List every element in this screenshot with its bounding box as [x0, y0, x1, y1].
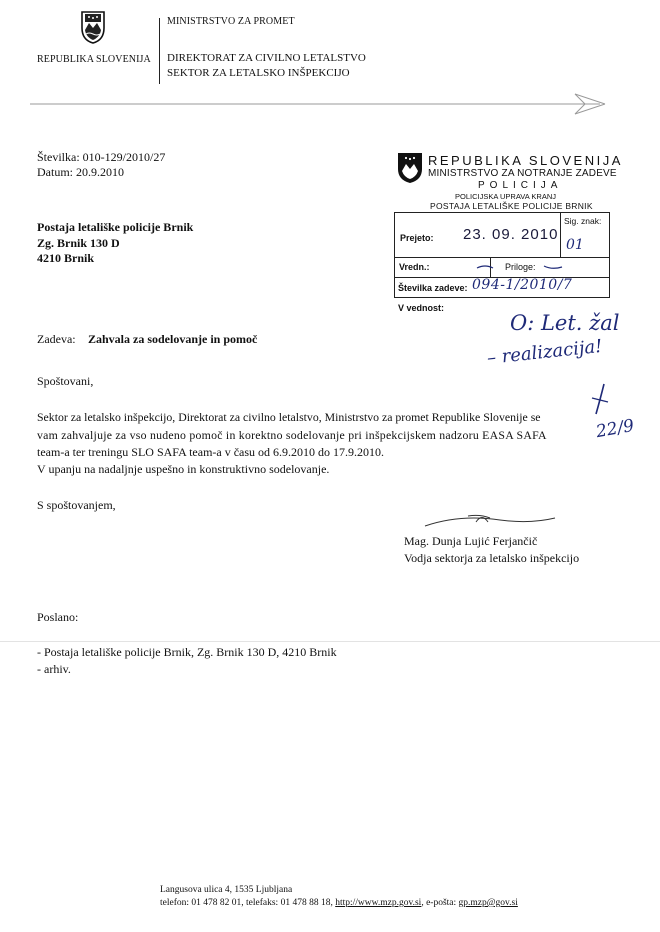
received-label: Prejeto: [400, 233, 434, 243]
sent-label: Poslano: [37, 610, 79, 624]
case-value: 094-1/2010/7 [472, 277, 573, 293]
sig-label: Sig. znak: [564, 216, 602, 226]
stamp-station: POSTAJA LETALIŠKE POLICIJE BRNIK [430, 201, 593, 211]
case-label: Številka zadeve: [398, 283, 468, 293]
coat-of-arms [80, 10, 106, 44]
received-date: 23. 09. 2010 [463, 226, 559, 243]
greeting: Spoštovani, [37, 374, 94, 388]
value-label: Vredn.: [399, 262, 430, 272]
signature-role: Vodja sektorja za letalsko inšpekcijo [404, 551, 580, 565]
validity-label: V vednost: [398, 303, 445, 313]
signature-name: Mag. Dunja Lujić Ferjančič [404, 534, 538, 548]
body-line-2: vam zahvaljuje za vso nudeno pomoč in korektno sodelovanje pri inšpekcijskem nadzoru EASA SAFA [37, 428, 547, 442]
sent-item: - arhiv. [37, 662, 71, 676]
handwritten-note-3: 22/9 [594, 415, 636, 443]
footer-contact [160, 898, 518, 908]
header-directorate: DIREKTORAT ZA CIVILNO LETALSTVO [167, 52, 366, 64]
handwritten-note-1: O: Let. žal [510, 311, 620, 335]
footer-email-link[interactable]: gp.mzp@gov.si [458, 898, 518, 908]
body-line-3: team-a ter treningu SLO SAFA team-a v času od 6.9.2010 do 17.9.2010. [37, 445, 385, 459]
sig-value: 01 [566, 237, 584, 253]
header-divider [159, 18, 160, 84]
reference-date: Datum: 20.9.2010 [37, 165, 124, 179]
header-sector: SEKTOR ZA LETALSKO INŠPEKCIJO [167, 67, 350, 79]
recipient-street: Zg. Brnik 130 D [37, 236, 120, 250]
fold-line [0, 641, 660, 642]
coat-of-arms-icon [80, 10, 106, 44]
body-line-1: Sektor za letalsko inšpekcijo, Direktorat za civilno letalstvo, Ministrstvo za promet Republike Slovenije se [37, 410, 541, 424]
stamp-police: POLICIJA [478, 180, 563, 191]
footer-contact-prefix: telefon: 01 478 82 01, telefaks: 01 478 88 18, [160, 898, 336, 908]
header-country: REPUBLIKA SLOVENIJA [37, 54, 151, 65]
police-crest-icon [397, 152, 423, 184]
sent-item: - Postaja letališke policije Brnik, Zg. Brnik 130 D, 4210 Brnik [37, 645, 337, 659]
header-arrow-line [30, 92, 630, 116]
subject-text: Zahvala za sodelovanje in pomoč [88, 332, 258, 346]
footer-address: Langusova ulica 4, 1535 Ljubljana [160, 885, 293, 895]
attach-label: Priloge: [505, 262, 536, 272]
stamp-country: REPUBLIKA SLOVENIJA [428, 153, 623, 168]
attach-dash [542, 262, 564, 272]
footer-website-link[interactable]: http://www.mzp.gov.si [335, 898, 422, 908]
recipient-city: 4210 Brnik [37, 251, 95, 265]
signature-scribble [420, 510, 560, 532]
stamp-col-divider [560, 213, 561, 257]
header-ministry: MINISTRSTVO ZA PROMET [167, 16, 295, 27]
stamp-ministry: MINISTRSTVO ZA NOTRANJE ZADEVE [428, 168, 617, 179]
reference-number: Številka: 010-129/2010/27 [37, 150, 166, 164]
subject-label: Zadeva: [37, 332, 76, 346]
body-line-4: V upanju na nadaljnje uspešno in konstruktivno sodelovanje. [37, 462, 330, 476]
stamp-unit: POLICIJSKA UPRAVA KRANJ [455, 192, 557, 201]
closing: S spoštovanjem, [37, 498, 116, 512]
footer-email-prefix: , e-pošta: [421, 898, 459, 908]
stamp-row-divider [395, 257, 609, 258]
value-dash [475, 262, 495, 272]
recipient-name: Postaja letališke policije Brnik [37, 220, 194, 234]
handwritten-note-2: – realizacija! [486, 335, 604, 369]
police-crest [397, 152, 423, 184]
